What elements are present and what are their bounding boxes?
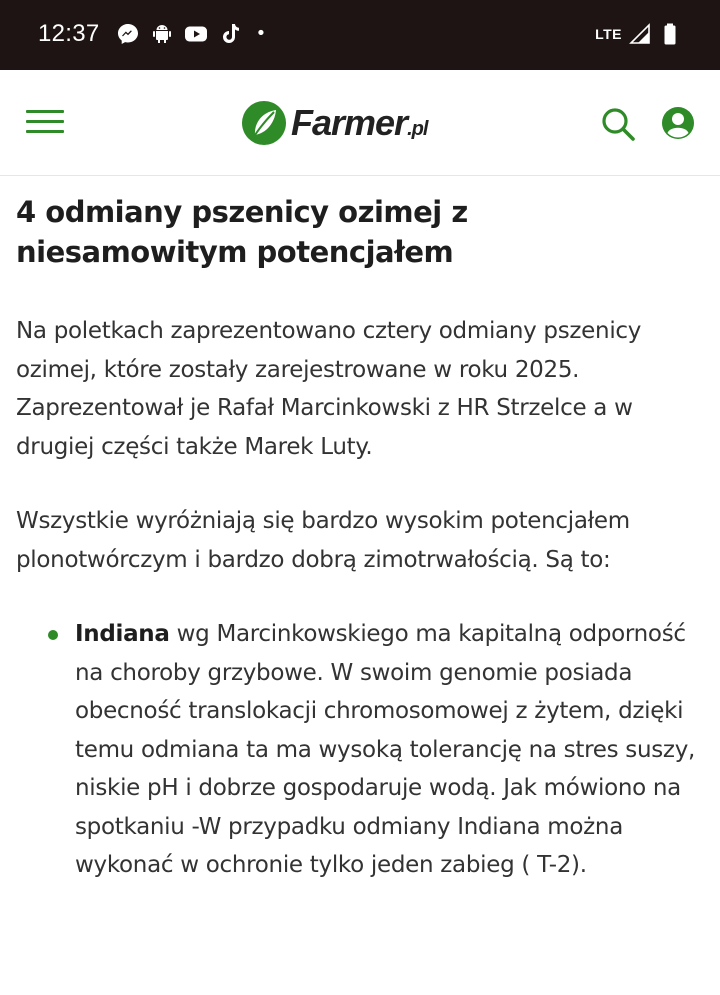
android-icon [150, 22, 174, 46]
tiktok-icon [218, 22, 242, 46]
status-right [595, 22, 682, 46]
messenger-icon [116, 22, 140, 46]
clock: 12:37 [38, 20, 100, 47]
article [16, 192, 706, 885]
menu-line [26, 110, 64, 113]
battery-icon [658, 22, 682, 46]
variety-description: wg Marcinkowskiego ma kapitalną odporność na choroby grzybowe. W swoim genomie posiada obecność translokacji chromosomowej z żytem, dzięki temu odmiana ta ma wysoką tolerancję na stres suszy, niskie pH i dobrze gospodaruje wodą. Jak mówiono na spotkaniu -W przypadku odmiany Indiana można wykonać w ochronie tylko jeden zabieg ( T-2). [75, 621, 696, 878]
menu-line [26, 120, 64, 123]
network-type: LTE [595, 26, 622, 42]
user-icon[interactable] [660, 105, 696, 141]
logo-name: Farmer [291, 102, 408, 143]
status-left [38, 20, 266, 48]
list-item [75, 615, 706, 885]
menu-line [26, 130, 64, 133]
logo-wordmark [291, 102, 427, 144]
leaf-logo-icon [241, 100, 287, 146]
logo-tld: .pl [407, 118, 428, 140]
more-notifications-dot: • [255, 23, 267, 44]
article-title: 4 odmiany pszenicy ozimej z niesamowitym potencjałem [16, 195, 468, 269]
list-item-text [75, 621, 695, 878]
site-header [0, 70, 720, 176]
status-bar [0, 0, 720, 70]
signal-icon [628, 22, 652, 46]
variety-name: Indiana [75, 621, 170, 647]
article-paragraph: Wszystkie wyróżniają się bardzo wysokim potencjałem plonotwórczym i bardzo dobrą zimotrwałością. Są to: [16, 508, 630, 573]
variety-list [16, 615, 706, 885]
youtube-icon [184, 22, 208, 46]
farmer-logo[interactable] [241, 99, 427, 147]
article-paragraph: Na poletkach zaprezentowano cztery odmiany pszenicy ozimej, które zostały zarejestrowane w roku 2025. Zaprezentował je Rafał Marcinkowski z HR Strzelce a w drugiej części także Marek Luty. [16, 318, 642, 460]
menu-icon[interactable] [26, 110, 64, 134]
bullet-icon [48, 630, 58, 640]
search-icon[interactable] [600, 106, 636, 142]
